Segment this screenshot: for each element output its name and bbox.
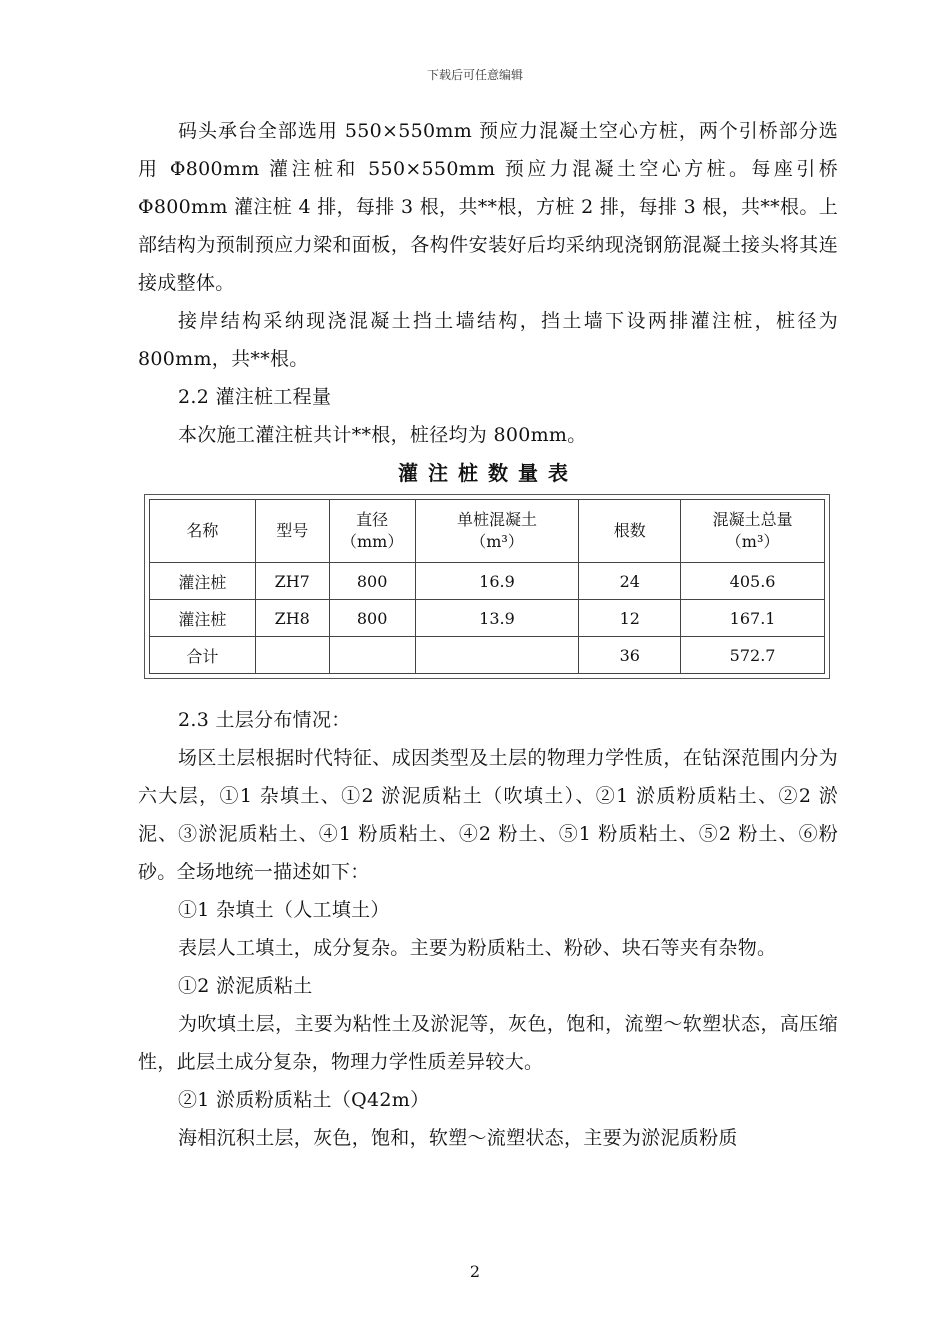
column-header-count: 根数 bbox=[579, 500, 681, 563]
table-cell: 405.6 bbox=[681, 563, 825, 600]
table-cell: 800 bbox=[329, 563, 415, 600]
table-cell: 572.7 bbox=[681, 637, 825, 674]
table-cell: 灌注桩 bbox=[150, 563, 256, 600]
pile-quantity-table bbox=[149, 499, 825, 674]
paragraph-pile-design: 码头承台全部选用 550×550mm 预应力混凝土空心方桩，两个引桥部分选用 Φ800mm 灌注桩和 550×550mm 预应力混凝土空心方桩。每座引桥 Φ800mm 灌注桩 4 排，每排 3 根，共**根，方桩 2 排，每排 3 根，共**根。上部结构为预制预应力梁和面板，各构件安装好后均采纳现浇钢筋混凝土接头将其连接成整体。 bbox=[138, 120, 838, 294]
column-header-diameter: 直径 （mm） bbox=[329, 500, 415, 563]
column-header-total-concrete: 混凝土总量 （m³） bbox=[681, 500, 825, 563]
table-row-total bbox=[150, 637, 825, 674]
table-cell: 167.1 bbox=[681, 600, 825, 637]
pile-quantity-table-frame bbox=[144, 494, 830, 679]
table-cell bbox=[255, 637, 329, 674]
paragraph-silty-clay: 为吹填土层，主要为粘性土及淤泥等，灰色，饱和，流塑～软塑状态，高压缩性，此层土成分复杂，物理力学性质差异较大。 bbox=[138, 1013, 838, 1073]
column-header-single-concrete: 单桩混凝土 （m³） bbox=[415, 500, 579, 563]
page-header: 下载后可任意编辑 bbox=[426, 68, 523, 82]
table-cell: 12 bbox=[579, 600, 681, 637]
table-cell: 36 bbox=[579, 637, 681, 674]
column-header-type: 型号 bbox=[255, 500, 329, 563]
table-header-row bbox=[150, 500, 825, 563]
paragraph-pile-count: 本次施工灌注桩共计**根，桩径均为 800mm。 bbox=[178, 424, 587, 446]
table-cell: ZH8 bbox=[255, 600, 329, 637]
table-cell bbox=[415, 637, 579, 674]
table-cell: 800 bbox=[329, 600, 415, 637]
page-number: 2 bbox=[469, 1262, 481, 1281]
paragraph-soil-layers: 场区土层根据时代特征、成因类型及土层的物理力学性质，在钻深范围内分为六大层，①1 杂填土、①2 淤泥质粘土（吹填土）、②1 淤质粉质粘土、②2 淤泥、③淤泥质粘土、④1 粉质粘土、④2 粉土、⑤1 粉质粘土、⑤2 粉土、⑥粉砂。全场地统一描述如下： bbox=[138, 747, 838, 883]
subheading-silty-loam: ②1 淤质粉质粘土（Q42m） bbox=[178, 1089, 430, 1111]
table-cell: 16.9 bbox=[415, 563, 579, 600]
section-heading-2-3: 2.3 土层分布情况： bbox=[178, 709, 351, 731]
table-cell: 合计 bbox=[150, 637, 256, 674]
paragraph-fill-soil: 表层人工填土，成分复杂。主要为粉质粘土、粉砂、块石等夹有杂物。 bbox=[178, 937, 777, 959]
section-heading-2-2: 2.2 灌注桩工程量 bbox=[178, 386, 332, 408]
table-row bbox=[150, 600, 825, 637]
spacer bbox=[138, 679, 838, 701]
paragraph-retaining-wall: 接岸结构采纳现浇混凝土挡土墙结构，挡土墙下设两排灌注桩，桩径为 800mm，共**根。 bbox=[138, 310, 838, 370]
document-body bbox=[138, 112, 838, 1157]
paragraph-silty-loam: 海相沉积土层，灰色，饱和，软塑～流塑状态，主要为淤泥质粉质 bbox=[178, 1127, 738, 1149]
column-header-name: 名称 bbox=[150, 500, 256, 563]
subheading-fill-soil: ①1 杂填土（人工填土） bbox=[178, 899, 390, 921]
subheading-silty-clay: ①2 淤泥质粘土 bbox=[178, 975, 313, 997]
table-row bbox=[150, 563, 825, 600]
table-cell: 灌注桩 bbox=[150, 600, 256, 637]
table-cell: 24 bbox=[579, 563, 681, 600]
table-cell: 13.9 bbox=[415, 600, 579, 637]
table-cell bbox=[329, 637, 415, 674]
table-cell: ZH7 bbox=[255, 563, 329, 600]
table-title: 灌注桩数量表 bbox=[398, 461, 578, 485]
